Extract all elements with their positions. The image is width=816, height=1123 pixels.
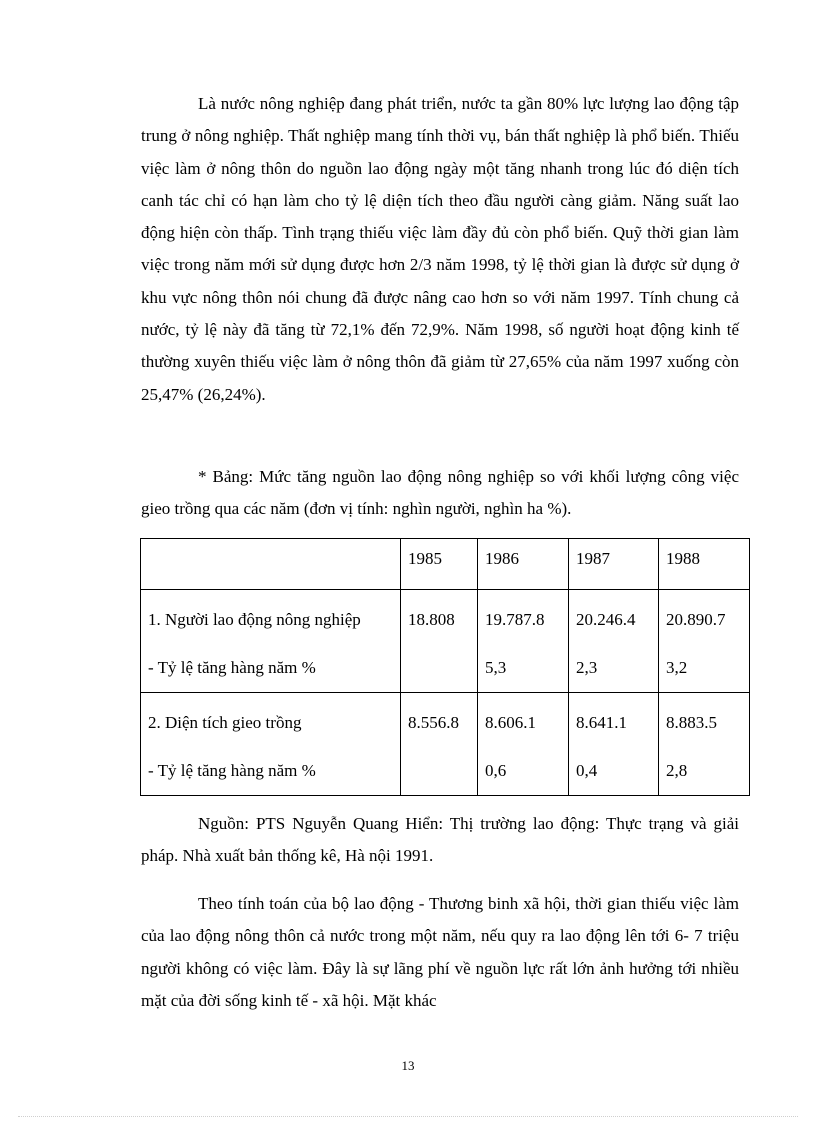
value-cell — [659, 693, 750, 796]
table-header-year: 1985 — [401, 539, 478, 590]
row-rate — [408, 747, 471, 795]
row-rate: 2,8 — [666, 761, 688, 780]
paragraph-ministry-estimate: Theo tính toán của bộ lao động - Thương binh xã hội, thời gian thiếu việc làm của lao động nông thôn cả nước trong một năm, nếu quy ra lao động lên tới 6- 7 triệu người không có việc làm. Đây là sự lãng phí về nguồn lực rất lớn ảnh hưởng tới nhiều mặt của đời sống kinh tế - xã hội. Mặt khác — [141, 894, 739, 1010]
row-rate — [408, 644, 471, 692]
row-value: 8.883.5 — [666, 713, 717, 732]
row-sublabel: - Tỷ lệ tăng hàng năm % — [148, 658, 316, 677]
row-value: 8.641.1 — [576, 713, 627, 732]
row-value: 8.556.8 — [408, 713, 459, 732]
table-header-year: 1987 — [569, 539, 659, 590]
row-value: 18.808 — [408, 610, 455, 629]
row-label: 1. Người lao động nông nghiệp — [148, 610, 361, 629]
row-rate: 0,4 — [576, 761, 598, 780]
table-header-year: 1986 — [478, 539, 569, 590]
table-row-labor — [141, 590, 750, 693]
table-header-year: 1988 — [659, 539, 750, 590]
value-cell — [478, 693, 569, 796]
source-note: Nguồn: PTS Nguyễn Quang Hiển: Thị trường lao động: Thực trạng và giải pháp. Nhà xuất bản thống kê, Hà nội 1991. — [141, 814, 739, 866]
row-rate: 2,3 — [576, 658, 598, 677]
row-sublabel: - Tỷ lệ tăng hàng năm % — [148, 761, 316, 780]
labor-land-table — [140, 538, 750, 796]
value-cell — [659, 590, 750, 693]
row-label: 2. Diện tích gieo trồng — [148, 713, 302, 732]
table-header-row — [141, 539, 750, 590]
value-cell — [478, 590, 569, 693]
page-bottom-divider — [18, 1116, 798, 1117]
row-rate: 3,2 — [666, 658, 688, 677]
row-value: 8.606.1 — [485, 713, 536, 732]
row-rate: 5,3 — [485, 658, 507, 677]
row-value: 20.890.7 — [666, 610, 726, 629]
table-caption: * Bảng: Mức tăng nguồn lao động nông nghiệp so với khối lượng công việc gieo trồng qua các năm (đơn vị tính: nghìn người, nghìn ha %). — [141, 467, 739, 519]
value-cell — [401, 693, 478, 796]
value-cell — [569, 693, 659, 796]
table-row-land — [141, 693, 750, 796]
row-value: 19.787.8 — [485, 610, 545, 629]
value-cell — [401, 590, 478, 693]
row-rate: 0,6 — [485, 761, 507, 780]
paragraph-agriculture-labor: Là nước nông nghiệp đang phát triển, nước ta gần 80% lực lượng lao động tập trung ở nông nghiệp. Thất nghiệp mang tính thời vụ, bán thất nghiệp là phổ biến. Thiếu việc làm ở nông thôn do nguồn lao động ngày một tăng nhanh trong lúc đó diện tích canh tác chỉ có hạn làm cho tỷ lệ diện tích theo đầu người càng giảm. Năng suất lao động hiện còn thấp. Tình trạng thiếu việc làm đầy đủ còn phổ biến. Quỹ thời gian làm việc trong năm mới sử dụng được hơn 2/3 năm 1998, tỷ lệ thời gian là được sử dụng ở khu vực nông thôn nói chung đã được nâng cao hơn so với năm 1997. Tính chung cả nước, tỷ lệ này đã tăng từ 72,1% đến 72,9%. Năm 1998, số người hoạt động kinh tế thường xuyên thiếu việc làm ở nông thôn đã giảm từ 27,65% của năm 1997 xuống còn 25,47% (26,24%). — [141, 94, 739, 404]
row-label-cell — [141, 590, 401, 693]
page-number: 13 — [401, 1058, 415, 1073]
value-cell — [569, 590, 659, 693]
row-label-cell — [141, 693, 401, 796]
table-header-empty-cell — [141, 539, 401, 590]
row-value: 20.246.4 — [576, 610, 636, 629]
